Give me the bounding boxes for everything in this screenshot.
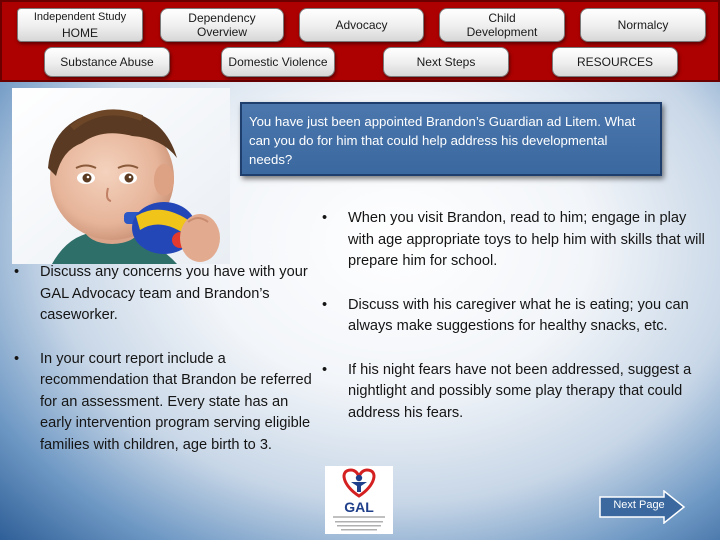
list-item: • If his night fears have not been addressed, suggest a nightlight and possibly some play therapy that could address his fears. [320, 360, 708, 425]
home-button[interactable] [17, 8, 143, 42]
normalcy-button[interactable] [580, 8, 706, 42]
domestic-violence-label: Domestic Violence [228, 55, 328, 69]
home-button-sublabel: Independent Study [33, 11, 127, 23]
gal-logo [325, 466, 393, 534]
question-banner: You have just been appointed Brandon’s Guardian ad Litem. What can you do for him that could help address his developmental needs? [240, 102, 662, 176]
child-development-line2: Development [466, 25, 538, 39]
substance-abuse-label: Substance Abuse [60, 55, 154, 69]
substance-abuse-button[interactable] [44, 47, 170, 77]
next-page-button[interactable] [598, 490, 686, 524]
list-item: • Discuss with his caregiver what he is eating; you can always make suggestions for healthy snacks, etc. [320, 295, 708, 338]
home-button-label: HOME [62, 26, 98, 40]
resources-label: RESOURCES [576, 55, 653, 69]
next-steps-button[interactable] [383, 47, 509, 77]
child-photo [12, 88, 230, 264]
dependency-overview-line2: Overview [196, 25, 247, 39]
next-steps-label: Next Steps [416, 55, 476, 69]
advocacy-label: Advocacy [335, 18, 388, 32]
right-bullet-list [320, 208, 708, 446]
dependency-overview-button[interactable] [160, 8, 284, 42]
list-item: • In your court report include a recommendation that Brandon be referred for an assessment. Every state has an early intervention program serving eligible families with children, age birth to 3. [12, 349, 312, 457]
child-development-line1: Child [488, 11, 516, 25]
list-item: • When you visit Brandon, read to him; engage in play with age appropriate toys to help him with skills that will prepare him for school. [320, 208, 708, 273]
resources-button[interactable] [552, 47, 678, 77]
dependency-overview-line1: Dependency [188, 11, 256, 25]
child-development-button[interactable] [439, 8, 565, 42]
logo-text: GAL [344, 499, 374, 515]
next-page-label: Next Page [613, 499, 665, 511]
list-item: • Discuss any concerns you have with your GAL Advocacy team and Brandon’s caseworker. [12, 262, 312, 327]
left-bullet-list [12, 262, 312, 478]
normalcy-label: Normalcy [617, 18, 669, 32]
top-navigation [0, 0, 720, 82]
domestic-violence-button[interactable] [221, 47, 335, 77]
advocacy-button[interactable] [299, 8, 424, 42]
